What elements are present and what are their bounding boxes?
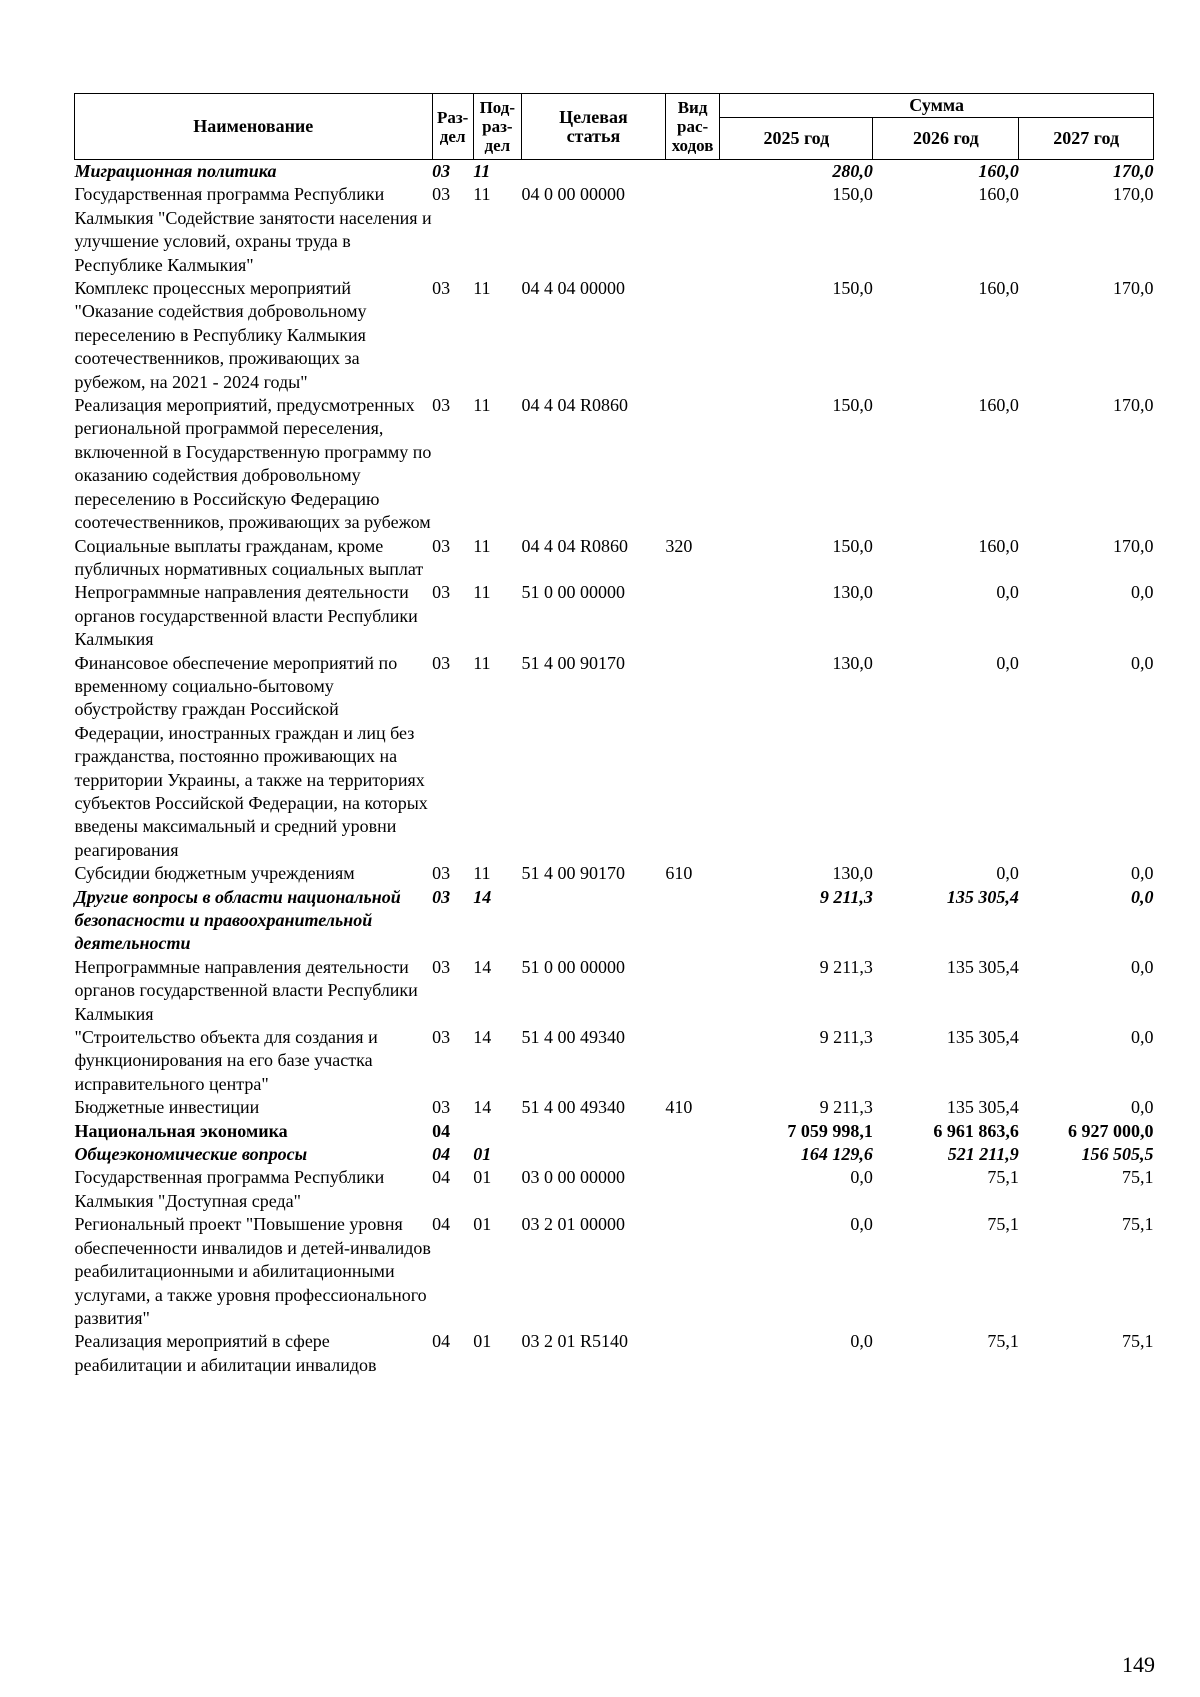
table-row <box>75 1026 1154 1096</box>
row-sum-2026: 135 305,4 <box>946 956 1019 977</box>
row-sum-2027: 75,1 <box>1122 1214 1154 1235</box>
header-year-2027: 2027 год <box>1019 118 1154 160</box>
row-expense-type: 320 <box>665 535 693 556</box>
row-sum-2027: 170,0 <box>1113 184 1154 205</box>
row-sum-2025: 150,0 <box>832 278 873 299</box>
table-row <box>75 1330 1154 1377</box>
row-name: Комплекс процессных мероприятий "Оказание содействия добровольному переселению в Республику Калмыкия соотечественников, проживающих за рубежом, на 2021 - 2024 годы" <box>74 278 367 392</box>
row-sum-2026: 75,1 <box>987 1214 1019 1235</box>
page-number: 149 <box>1122 1652 1155 1677</box>
row-podrazdel <box>473 1120 521 1143</box>
row-razdel: 03 <box>432 184 451 205</box>
header-razdel: Раз- дел <box>432 94 473 160</box>
row-sum-2025: 150,0 <box>832 184 873 205</box>
row-name: Непрограммные направления деятельности органов государственной власти Республики Калмыкия <box>74 956 418 1024</box>
row-podrazdel: 14 <box>473 886 492 907</box>
row-sum-2027: 170,0 <box>1113 535 1154 556</box>
row-razdel: 03 <box>432 278 451 299</box>
table-row <box>75 535 1154 582</box>
row-sum-2027: 0,0 <box>1131 1027 1154 1048</box>
table-row <box>75 956 1154 1026</box>
row-name: Национальная экономика <box>74 1120 288 1141</box>
table-row <box>75 160 1154 184</box>
row-expense-type <box>665 183 719 277</box>
row-razdel: 04 <box>432 1214 451 1235</box>
row-expense-type <box>665 652 719 863</box>
row-name: Другие вопросы в области национальной безопасности и правоохранительной деятельности <box>74 886 401 954</box>
row-name: "Строительство объекта для создания и функционирования на его базе участка исправительного центра" <box>74 1027 378 1094</box>
row-sum-2026: 0,0 <box>996 863 1019 884</box>
row-target-article: 03 2 01 R5140 <box>521 1331 628 1352</box>
row-sum-2025: 9 211,3 <box>819 1027 873 1048</box>
row-expense-type: 610 <box>665 863 693 884</box>
row-podrazdel: 11 <box>473 278 491 299</box>
row-name: Реализация мероприятий, предусмотренных региональной программой переселения, включенной в Государственную программу по оказанию содействия добровольному переселению в Российскую Федерацию соотечественников, проживающих за рубежом <box>74 395 432 533</box>
header-sum: Сумма <box>720 94 1154 118</box>
row-sum-2025: 9 211,3 <box>819 956 873 977</box>
row-sum-2027: 156 505,5 <box>1081 1144 1154 1165</box>
row-name: Субсидии бюджетным учреждениям <box>74 863 355 884</box>
row-sum-2027: 0,0 <box>1131 886 1154 907</box>
header-year-2025: 2025 год <box>720 118 873 160</box>
row-sum-2027: 170,0 <box>1113 161 1154 181</box>
row-name: Государственная программа Республики Калмыкия "Доступная среда" <box>74 1167 385 1211</box>
row-sum-2025: 130,0 <box>832 582 873 603</box>
row-expense-type <box>665 1166 719 1213</box>
row-expense-type: 410 <box>665 1097 693 1118</box>
row-podrazdel: 01 <box>473 1144 492 1165</box>
row-sum-2026: 6 961 863,6 <box>933 1120 1019 1141</box>
row-sum-2026: 160,0 <box>978 395 1019 416</box>
row-expense-type <box>665 956 719 1026</box>
row-podrazdel: 11 <box>473 535 491 556</box>
row-podrazdel: 11 <box>473 582 491 603</box>
row-sum-2027: 0,0 <box>1131 582 1154 603</box>
row-sum-2025: 7 059 998,1 <box>787 1120 873 1141</box>
row-sum-2026: 521 211,9 <box>947 1144 1019 1165</box>
row-razdel: 03 <box>432 535 451 556</box>
row-expense-type <box>665 160 719 184</box>
table-row <box>75 1166 1154 1213</box>
row-name: Реализация мероприятий в сфере реабилитации и абилитации инвалидов <box>74 1331 377 1375</box>
row-target-article <box>521 1120 665 1143</box>
row-target-article <box>521 1143 665 1166</box>
row-expense-type <box>665 277 719 394</box>
row-podrazdel: 11 <box>473 184 491 205</box>
row-expense-type <box>665 1213 719 1330</box>
row-sum-2025: 0,0 <box>850 1331 873 1352</box>
row-expense-type <box>665 394 719 534</box>
row-sum-2025: 130,0 <box>832 652 873 673</box>
row-razdel: 04 <box>432 1144 451 1165</box>
row-expense-type <box>665 1120 719 1143</box>
row-razdel: 04 <box>432 1167 451 1188</box>
row-podrazdel: 11 <box>473 395 491 416</box>
row-sum-2026: 135 305,4 <box>946 886 1019 907</box>
row-target-article <box>521 160 665 184</box>
row-sum-2025: 164 129,6 <box>800 1144 873 1165</box>
row-podrazdel: 11 <box>473 652 491 673</box>
row-podrazdel: 11 <box>473 863 491 884</box>
row-sum-2025: 9 211,3 <box>819 1097 873 1118</box>
row-sum-2026: 135 305,4 <box>946 1097 1019 1118</box>
header-vid: Вид рас- ходов <box>665 94 719 160</box>
row-sum-2026: 0,0 <box>996 652 1019 673</box>
row-target-article: 51 0 00 00000 <box>521 956 625 977</box>
table-row <box>75 1213 1154 1330</box>
table-row <box>75 1143 1154 1166</box>
table-row <box>75 581 1154 651</box>
table-row <box>75 886 1154 956</box>
table-row <box>75 1120 1154 1143</box>
row-sum-2025: 150,0 <box>832 535 873 556</box>
row-target-article: 04 4 04 R0860 <box>521 395 628 416</box>
row-sum-2026: 135 305,4 <box>946 1027 1019 1048</box>
row-name: Миграционная политика <box>74 161 277 181</box>
row-sum-2025: 150,0 <box>832 395 873 416</box>
row-sum-2025: 0,0 <box>850 1214 873 1235</box>
row-sum-2026: 160,0 <box>978 184 1019 205</box>
row-razdel: 03 <box>432 886 451 907</box>
row-target-article: 03 0 00 00000 <box>521 1167 625 1188</box>
row-sum-2026: 160,0 <box>978 278 1019 299</box>
row-expense-type <box>665 1143 719 1166</box>
header-podrazdel: Под- раз- дел <box>473 94 521 160</box>
header-target: Целевая статья <box>521 94 665 160</box>
row-razdel: 03 <box>432 395 451 416</box>
row-podrazdel: 01 <box>473 1214 492 1235</box>
row-sum-2026: 160,0 <box>978 161 1019 181</box>
row-razdel: 03 <box>432 161 451 181</box>
row-sum-2027: 6 927 000,0 <box>1068 1120 1154 1141</box>
row-target-article: 51 4 00 90170 <box>521 863 625 884</box>
row-razdel: 03 <box>432 1097 451 1118</box>
row-target-article: 04 4 04 00000 <box>521 278 625 299</box>
row-target-article: 04 4 04 R0860 <box>521 535 628 556</box>
row-target-article: 51 4 00 49340 <box>521 1097 625 1118</box>
row-name: Общеэкономические вопросы <box>74 1144 308 1165</box>
row-target-article: 51 4 00 90170 <box>521 652 625 673</box>
row-podrazdel: 11 <box>473 161 491 181</box>
row-sum-2025: 130,0 <box>832 863 873 884</box>
budget-table-body <box>75 160 1154 1378</box>
row-razdel: 03 <box>432 956 451 977</box>
row-sum-2025: 280,0 <box>832 161 873 181</box>
row-podrazdel: 14 <box>473 1027 492 1048</box>
row-sum-2026: 0,0 <box>996 582 1019 603</box>
row-sum-2026: 75,1 <box>987 1331 1019 1352</box>
row-razdel: 03 <box>432 1027 451 1048</box>
row-podrazdel: 01 <box>473 1167 492 1188</box>
row-expense-type <box>665 1330 719 1377</box>
row-target-article: 51 4 00 49340 <box>521 1027 625 1048</box>
row-target-article: 51 0 00 00000 <box>521 582 625 603</box>
table-row <box>75 277 1154 394</box>
row-sum-2027: 0,0 <box>1131 863 1154 884</box>
row-razdel: 04 <box>432 1331 451 1352</box>
row-sum-2027: 75,1 <box>1122 1167 1154 1188</box>
row-sum-2025: 9 211,3 <box>819 886 873 907</box>
row-target-article: 04 0 00 00000 <box>521 184 625 205</box>
row-expense-type <box>665 1026 719 1096</box>
row-sum-2027: 75,1 <box>1122 1331 1154 1352</box>
header-name: Наименование <box>75 94 433 160</box>
row-razdel: 03 <box>432 582 451 603</box>
row-sum-2026: 160,0 <box>978 535 1019 556</box>
row-podrazdel: 14 <box>473 1097 492 1118</box>
row-name: Бюджетные инвестиции <box>74 1097 260 1118</box>
row-sum-2027: 170,0 <box>1113 395 1154 416</box>
row-name: Финансовое обеспечение мероприятий по временному социально-бытовому обустройству граждан Российской Федерации, иностранных граждан и лиц без гражданства, постоянно проживающих на территории Украины, а также на территориях субъектов Российской Федерации, на которых введены максимальный и средний уровни реагирования <box>74 652 428 860</box>
table-row <box>75 394 1154 534</box>
row-target-article: 03 2 01 00000 <box>521 1214 625 1235</box>
row-razdel: 04 <box>432 1120 451 1141</box>
row-name: Региональный проект "Повышение уровня обеспеченности инвалидов и детей-инвалидов реабилитационными и абилитационными услугами, а также уровня профессионального развития" <box>74 1214 431 1328</box>
table-row <box>75 652 1154 863</box>
row-sum-2027: 0,0 <box>1131 956 1154 977</box>
row-name: Непрограммные направления деятельности органов государственной власти Республики Калмыкия <box>74 582 418 650</box>
row-name: Государственная программа Республики Калмыкия "Содействие занятости населения и улучшение условий, охраны труда в Республике Калмыкия" <box>74 184 432 275</box>
row-sum-2027: 170,0 <box>1113 278 1154 299</box>
table-row <box>75 1096 1154 1119</box>
row-sum-2027: 0,0 <box>1131 652 1154 673</box>
row-sum-2026: 75,1 <box>987 1167 1019 1188</box>
row-name: Социальные выплаты гражданам, кроме публичных нормативных социальных выплат <box>74 535 424 579</box>
header-year-2026: 2026 год <box>873 118 1019 160</box>
row-target-article <box>521 886 665 956</box>
row-expense-type <box>665 581 719 651</box>
row-sum-2027: 0,0 <box>1131 1097 1154 1118</box>
budget-table <box>74 93 1154 1377</box>
table-row <box>75 183 1154 277</box>
row-podrazdel: 01 <box>473 1331 492 1352</box>
row-podrazdel: 14 <box>473 956 492 977</box>
row-expense-type <box>665 886 719 956</box>
row-razdel: 03 <box>432 652 451 673</box>
row-razdel: 03 <box>432 863 451 884</box>
table-row <box>75 862 1154 885</box>
row-sum-2025: 0,0 <box>850 1167 873 1188</box>
